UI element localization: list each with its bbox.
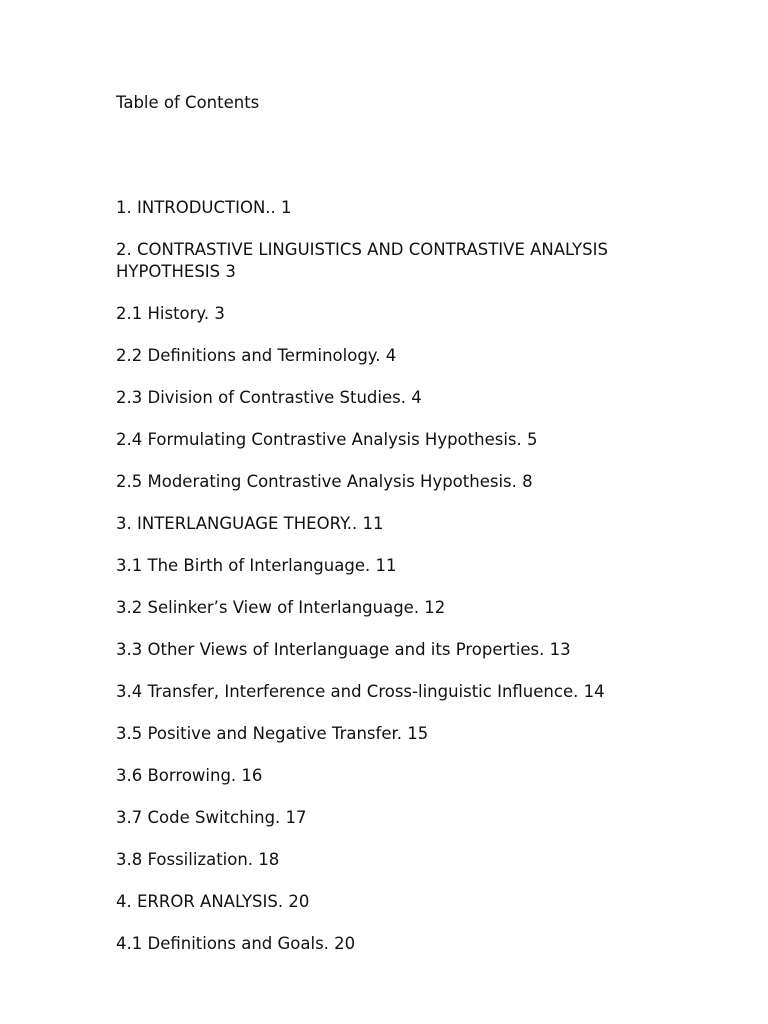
toc-entry: 2.5 Moderating Contrastive Analysis Hypothesis. 8: [116, 471, 533, 491]
toc-entry: 3.7 Code Switching. 17: [116, 807, 307, 827]
toc-entry: 2. CONTRASTIVE LINGUISTICS AND CONTRASTIVE ANALYSIS HYPOTHESIS 3: [116, 240, 608, 281]
page-title: Table of Contents: [116, 93, 260, 112]
toc-entry: 2.2 Definitions and Terminology. 4: [116, 345, 397, 365]
toc-entry: 3.1 The Birth of Interlanguage. 11: [116, 555, 397, 575]
toc-entry: 3. INTERLANGUAGE THEORY.. 11: [116, 513, 384, 533]
toc-entry: 3.8 Fossilization. 18: [116, 849, 280, 869]
toc-entry: 2.3 Division of Contrastive Studies. 4: [116, 387, 422, 407]
toc-entry: 3.4 Transfer, Interference and Cross-linguistic Influence. 14: [116, 681, 605, 701]
toc-entry: 1. INTRODUCTION.. 1: [116, 198, 292, 217]
toc-list: [116, 197, 656, 975]
toc-entry: 4.1 Definitions and Goals. 20: [116, 933, 356, 953]
toc-entry: 3.3 Other Views of Interlanguage and its Properties. 13: [116, 639, 571, 659]
toc-entry: 4. ERROR ANALYSIS. 20: [116, 891, 310, 911]
toc-entry: 2.4 Formulating Contrastive Analysis Hypothesis. 5: [116, 429, 538, 449]
toc-entry: 3.6 Borrowing. 16: [116, 765, 263, 785]
toc-entry: 3.2 Selinker’s View of Interlanguage. 12: [116, 597, 446, 617]
toc-entry: 2.1 History. 3: [116, 303, 225, 323]
toc-entry: 3.5 Positive and Negative Transfer. 15: [116, 723, 429, 743]
